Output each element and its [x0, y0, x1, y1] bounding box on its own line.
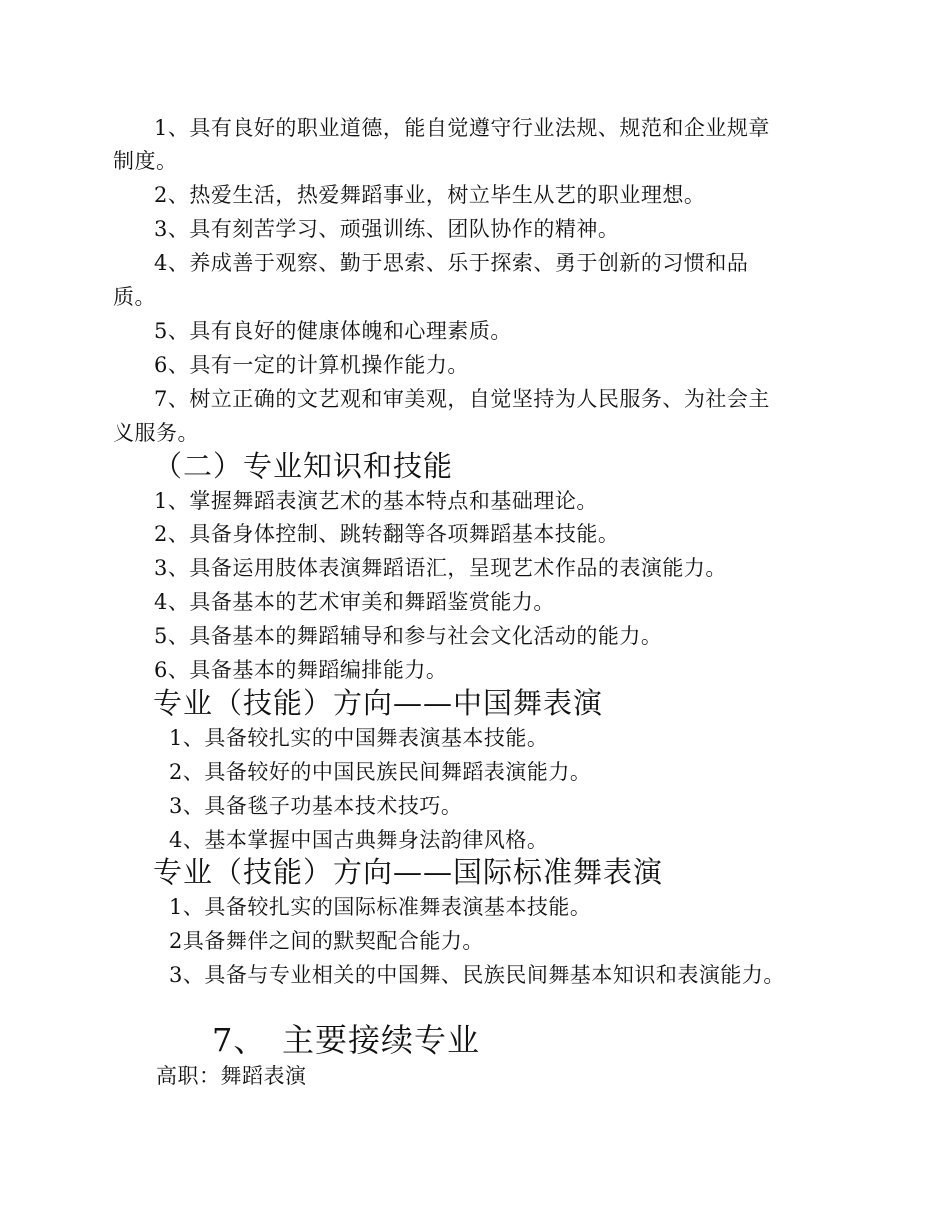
list-item-continuation: 制度。 — [113, 149, 178, 173]
section-heading-continuing-majors — [212, 1020, 480, 1060]
list-item: 6、具备基本的舞蹈编排能力。 — [154, 658, 448, 682]
list-item: 2、具备身体控制、跳转翻等各项舞蹈基本技能。 — [154, 522, 620, 546]
list-item: 3、具备运用肢体表演舞蹈语汇，呈现艺术作品的表演能力。 — [154, 556, 727, 580]
list-item: 2、具备较好的中国民族民间舞蹈表演能力。 — [169, 760, 592, 784]
list-item: 5、具有良好的健康体魄和心理素质。 — [154, 319, 512, 343]
list-item: 4、基本掌握中国古典舞身法韵律风格。 — [169, 828, 549, 852]
section-title: 主要接续专业 — [282, 1021, 481, 1059]
list-item-continuation: 质。 — [113, 285, 156, 309]
section-number: 7、 — [212, 1021, 267, 1059]
continuation-major-text: 高职：舞蹈表演 — [156, 1064, 307, 1088]
list-item: 1、具有良好的职业道德，能自觉遵守行业法规、规范和企业规章 — [154, 116, 770, 140]
list-item: 3、具备与专业相关的中国舞、民族民间舞基本知识和表演能力。 — [169, 963, 785, 987]
list-item: 1、掌握舞蹈表演艺术的基本特点和基础理论。 — [154, 489, 598, 513]
list-item: 3、具备毯子功基本技术技巧。 — [169, 794, 463, 818]
list-item: 2具备舞伴之间的默契配合能力。 — [169, 929, 484, 953]
list-item-continuation: 义服务。 — [113, 421, 199, 445]
list-item: 7、树立正确的文艺观和审美观，自觉坚持为人民服务、为社会主 — [154, 387, 770, 411]
section-heading-chinese-dance-direction: 专业（技能）方向——中国舞表演 — [153, 686, 604, 720]
list-item: 1、具备较扎实的国际标准舞表演基本技能。 — [169, 895, 592, 919]
section-heading-knowledge-skills: （二）专业知识和技能 — [153, 449, 454, 483]
list-item: 5、具备基本的舞蹈辅导和参与社会文化活动的能力。 — [154, 624, 663, 648]
list-item: 1、具备较扎实的中国舞表演基本技能。 — [169, 726, 549, 750]
section-heading-ballroom-direction: 专业（技能）方向——国际标准舞表演 — [153, 855, 664, 889]
list-item: 6、具有一定的计算机操作能力。 — [154, 353, 469, 377]
list-item: 2、热爱生活，热爱舞蹈事业，树立毕生从艺的职业理想。 — [154, 183, 706, 207]
list-item: 4、具备基本的艺术审美和舞蹈鉴赏能力。 — [154, 590, 555, 614]
list-item: 3、具有刻苦学习、顽强训练、团队协作的精神。 — [154, 217, 620, 241]
list-item: 4、养成善于观察、勤于思索、乐于探索、勇于创新的习惯和品 — [154, 251, 749, 275]
